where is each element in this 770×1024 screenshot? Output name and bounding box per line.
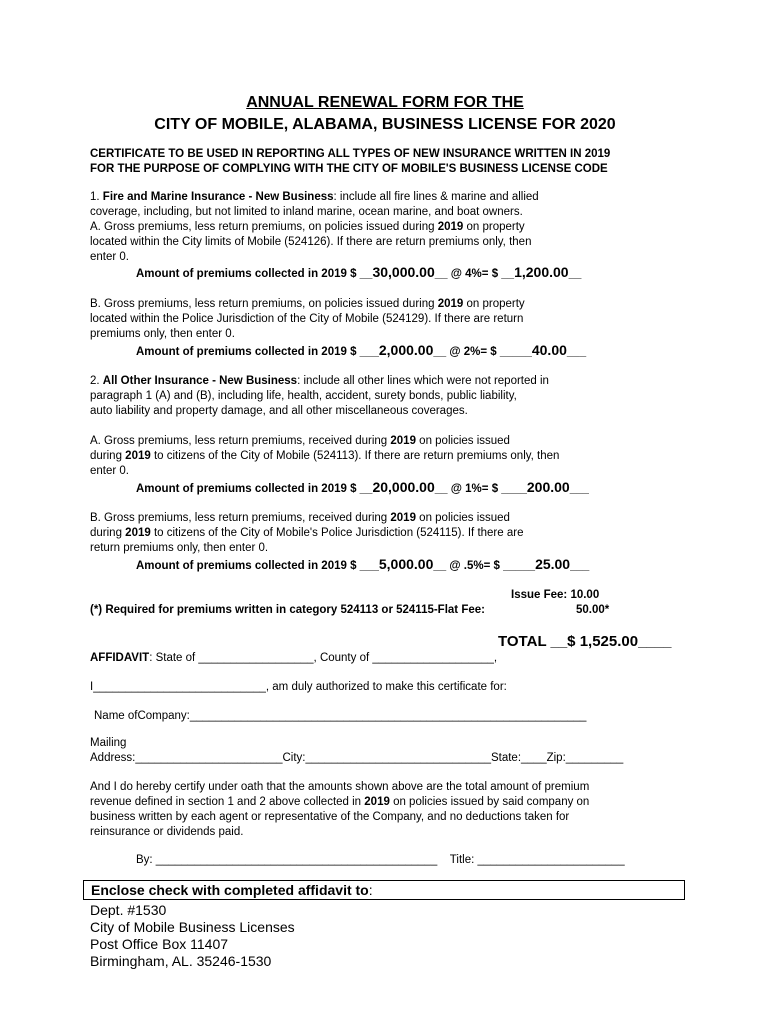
authorized-line: I___________________________, am duly authorized to make this certificate for: <box>90 681 507 693</box>
enclose-label: Enclose check with completed affidavit to: <box>91 882 373 898</box>
form-title-line1: ANNUAL RENEWAL FORM FOR THE <box>246 94 524 111</box>
tax-amount: 1,200.00 <box>514 264 569 280</box>
affidavit-heading: AFFIDAVIT <box>90 652 150 664</box>
issue-fee: Issue Fee: 10.00 <box>511 589 600 601</box>
section2-intro-line3: auto liability and property damage, and all other miscellaneous coverages. <box>90 405 468 417</box>
section1b-amount-line: Amount of premiums collected in 2019 $ ___2,000.00__ @ 2%= $ _____40.00___ <box>136 342 587 358</box>
mailing-label: Mailing <box>90 737 127 749</box>
premium-amount: 30,000.00 <box>372 264 435 280</box>
signature-line: By: ____________________________________________ Title: _______________________ <box>136 854 625 866</box>
section2-heading: All Other Insurance - New Business <box>102 375 298 387</box>
tax-amount: 25.00 <box>535 556 571 572</box>
section2a-amount-line: Amount of premiums collected in 2019 $ __20,000.00__ @ 1%= $ ____200.00___ <box>136 479 589 495</box>
tax-amount: 200.00 <box>526 479 570 495</box>
premium-amount: 2,000.00 <box>378 342 434 358</box>
section1-heading: Fire and Marine Insurance - New Business <box>102 191 334 203</box>
premium-amount: 5,000.00 <box>378 556 434 572</box>
section1a-line2: located within the City limits of Mobile (524126). If there are return premiums only, then <box>90 236 532 248</box>
section2a-line2: during 2019 to citizens of the City of Mobile (524113). If there are return premiums only, then <box>90 450 560 462</box>
address-line-2: City of Mobile Business Licenses <box>90 919 295 935</box>
section2a-line3: enter 0. <box>90 465 129 477</box>
flat-fee-label: (*) Required for premiums written in category 524113 or 524115-Flat Fee: <box>90 604 485 616</box>
section1-intro-line2: coverage, including, but not limited to inland marine, ocean marine, and boat owners. <box>90 206 523 218</box>
certify-line2: revenue defined in section 1 and 2 above collected in 2019 on policies issued by said company on <box>90 796 590 808</box>
section2a-line1: A. Gross premiums, less return premiums, received during 2019 on policies issued <box>90 435 510 447</box>
flat-fee-value: 50.00* <box>576 604 610 616</box>
section2b-amount-line: Amount of premiums collected in 2019 $ ___5,000.00__ @ .5%= $ _____25.00___ <box>136 556 590 572</box>
section2b-line3: return premiums only, then enter 0. <box>90 542 269 554</box>
company-name-line: Name ofCompany:______________________________________________________________ <box>94 710 587 722</box>
mailing-address-line: Address:_______________________City:_____________________________State:____Zip:_________ <box>90 752 624 764</box>
section2b-line2: during 2019 to citizens of the City of Mobile's Police Jurisdiction (524115). If there are <box>90 527 524 539</box>
section1-intro: 1. Fire and Marine Insurance - New Business: include all fire lines & marine and allied <box>90 191 539 203</box>
section1b-line1: B. Gross premiums, less return premiums, on policies issued during 2019 on property <box>90 298 525 310</box>
section1a-line1: A. Gross premiums, less return premiums, on policies issued during 2019 on property <box>90 221 525 233</box>
section2-intro-line2: paragraph 1 (A) and (B), including life, health, accident, surety bonds, public liability, <box>90 390 517 402</box>
section2-intro: 2. All Other Insurance - New Business: include all other lines which were not reported in <box>90 375 549 387</box>
total-amount: TOTAL __$ 1,525.00____ <box>498 633 672 650</box>
section1a-amount-line: Amount of premiums collected in 2019 $ __30,000.00__ @ 4%= $ __1,200.00__ <box>136 264 582 280</box>
premium-amount: 20,000.00 <box>372 479 435 495</box>
section1a-line3: enter 0. <box>90 251 129 263</box>
certify-line3: business written by each agent or representative of the Company, and no deductions taken for <box>90 811 570 823</box>
address-line-1: Dept. #1530 <box>90 902 167 918</box>
section1b-line3: premiums only, then enter 0. <box>90 328 235 340</box>
address-line-3: Post Office Box 11407 <box>90 936 229 952</box>
certificate-line1: CERTIFICATE TO BE USED IN REPORTING ALL TYPES OF NEW INSURANCE WRITTEN IN 2019 <box>90 148 611 160</box>
section1b-line2: located within the Police Jurisdiction of the City of Mobile (524129). If there are return <box>90 313 524 325</box>
section2b-line1: B. Gross premiums, less return premiums, received during 2019 on policies issued <box>90 512 510 524</box>
tax-amount: 40.00 <box>531 342 567 358</box>
form-title-line2: CITY OF MOBILE, ALABAMA, BUSINESS LICENSE FOR 2020 <box>154 116 616 133</box>
certify-line1: And I do hereby certify under oath that the amounts shown above are the total amount of premium <box>90 781 590 793</box>
certify-line4: reinsurance or dividends paid. <box>90 826 244 838</box>
affidavit-state-line: AFFIDAVIT: State of __________________, County of ___________________, <box>90 652 498 664</box>
certificate-line2: FOR THE PURPOSE OF COMPLYING WITH THE CITY OF MOBILE'S BUSINESS LICENSE CODE <box>90 163 608 175</box>
address-line-4: Birmingham, AL. 35246-1530 <box>90 953 272 969</box>
